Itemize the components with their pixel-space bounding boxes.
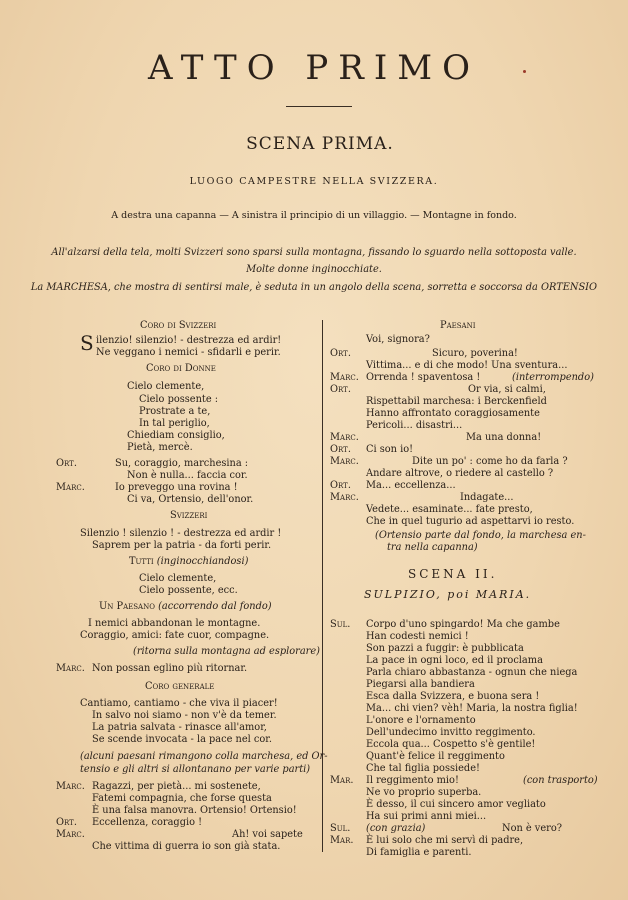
stage-direction: tensio e gli altri si allontanano per varie parti) bbox=[80, 764, 311, 775]
verse-line: Son pazzi a fuggir: è pubblicata bbox=[366, 643, 524, 654]
scene-title: SCENA PRIMA. bbox=[246, 134, 394, 154]
verse-line: Vittima... e di che modo! Una sventura... bbox=[366, 360, 568, 371]
verse-line: Corpo d'uno spingardo! Ma che gambe bbox=[366, 619, 560, 630]
scene-heading: SCENA II. bbox=[408, 567, 498, 581]
verse-line: Non è vero? bbox=[502, 823, 562, 834]
act-title: ATTO PRIMO bbox=[148, 48, 480, 88]
verse-line: È lui solo che mi servì di padre, bbox=[366, 835, 524, 846]
verse-line: Dite un po' : come ho da farla ? bbox=[412, 456, 568, 467]
verse-line: Dell'undecimo invitto reggimento. bbox=[366, 727, 536, 738]
verse-line: Quant'è felice il reggimento bbox=[366, 751, 505, 762]
verse-line: Ne veggano i nemici - sfidarli e perir. bbox=[96, 347, 281, 358]
verse-line: Ha sui primi anni miei... bbox=[366, 811, 487, 822]
speaker-tag: Marc. bbox=[330, 432, 359, 443]
speaker-tag: Marc. bbox=[330, 492, 359, 503]
verse-line: Se scende invocata - la pace nel cor. bbox=[92, 734, 273, 745]
description: A destra una capanna — A sinistra il principio di un villaggio. — Montagne in fondo. bbox=[111, 210, 517, 221]
verse-line: Non possan eglino più ritornar. bbox=[92, 663, 248, 674]
speaker-tag: Sul. bbox=[330, 619, 351, 630]
verse-line: Eccellenza, coraggio ! bbox=[92, 817, 203, 828]
verse-line: Pericoli... disastri... bbox=[366, 420, 463, 431]
stage-direction: (Ortensio parte dal fondo, la marchesa en- bbox=[375, 530, 586, 541]
verse-line: Ne vo proprio superba. bbox=[366, 787, 482, 798]
verse-line: Cielo clemente, bbox=[139, 573, 217, 584]
speaker-heading bbox=[99, 601, 272, 613]
verse-line: Or via, si calmi, bbox=[468, 384, 546, 395]
verse-line: Ci son io! bbox=[366, 444, 414, 455]
speaker-heading: Svizzeri bbox=[170, 510, 208, 521]
verse-line: Indagate... bbox=[460, 492, 514, 503]
speaker-tag: Ort. bbox=[330, 444, 351, 455]
speaker-tag: Marc. bbox=[56, 482, 85, 493]
verse-line: Ragazzi, per pietà... mi sostenete, bbox=[92, 781, 261, 792]
speaker-heading: Coro di Svizzeri bbox=[140, 320, 217, 331]
verse-line: Piegarsi alla bandiera bbox=[366, 679, 475, 690]
stage-direction: (inginocchiandosi) bbox=[156, 556, 249, 567]
speaker-tag: Marc. bbox=[330, 456, 359, 467]
verse-line: Orrenda ! spaventosa ! bbox=[366, 372, 481, 383]
verse-line: Ma... eccellenza... bbox=[366, 480, 456, 491]
ink-speck bbox=[523, 70, 526, 73]
verse-line: Silenzio ! silenzio ! - destrezza ed ardir ! bbox=[80, 528, 282, 539]
stage-direction: (ritorna sulla montagna ad esplorare) bbox=[133, 646, 320, 657]
drop-cap: S bbox=[80, 331, 94, 355]
stage-direction: tra nella capanna) bbox=[387, 542, 478, 553]
speaker-heading: Coro generale bbox=[145, 681, 215, 692]
speaker-tag: Marc. bbox=[330, 372, 359, 383]
speaker-heading: Coro di Donne bbox=[146, 363, 216, 374]
speaker-tag: Ort. bbox=[330, 348, 351, 359]
stage-direction-3: La MARCHESA, che mostra di sentirsi male, è seduta in un angolo della scena, sorretta e soccorsa da ORTENSIO bbox=[30, 282, 598, 293]
verse-line: Ma una donna! bbox=[466, 432, 542, 443]
verse-line: Fatemi compagnia, che forse questa bbox=[92, 793, 272, 804]
verse-line: Non è nulla... faccia cor. bbox=[127, 470, 248, 481]
verse-line: Rispettabil marchesa: i Berckenfield bbox=[366, 396, 547, 407]
verse-line: Pietà, mercè. bbox=[127, 442, 193, 453]
verse-line: Cantiamo, cantiamo - che viva il piacer! bbox=[80, 698, 278, 709]
speaker-tag: Marc. bbox=[56, 781, 85, 792]
verse-line: Andare altrove, o riedere al castello ? bbox=[366, 468, 554, 479]
verse-line: Sicuro, poverina! bbox=[432, 348, 518, 359]
stage-direction-2: Molte donne inginocchiate. bbox=[246, 264, 382, 275]
stage-direction-1: All'alzarsi della tela, molti Svizzeri sono sparsi sulla montagna, fissando lo sguardo nella sottoposta valle. bbox=[51, 247, 577, 258]
verse-line: La patria salvata - rinasce all'amor, bbox=[92, 722, 267, 733]
stage-direction: (alcuni paesani rimangono colla marchesa, ed Or- bbox=[80, 751, 328, 762]
verse-line: È una falsa manovra. Ortensio! Ortensio! bbox=[92, 805, 297, 816]
verse-line: Ci va, Ortensio, dell'onor. bbox=[127, 494, 254, 505]
speaker-tag: Mar. bbox=[330, 835, 354, 846]
verse-line: Che tal figlia possiede! bbox=[366, 763, 480, 774]
stage-direction: (con trasporto) bbox=[523, 775, 598, 786]
verse-line: Voi, signora? bbox=[366, 334, 430, 345]
speaker-heading: Paesani bbox=[440, 320, 476, 331]
verse-line: Su, coraggio, marchesina : bbox=[115, 458, 249, 469]
verse-line: Di famiglia e parenti. bbox=[366, 847, 472, 858]
speaker-tag: Ort. bbox=[330, 384, 351, 395]
verse-line: Che in quel tugurio ad aspettarvi io resto. bbox=[366, 516, 575, 527]
verse-line: In salvo noi siamo - non v'è da temer. bbox=[92, 710, 277, 721]
verse-line: ilenzio! silenzio! - destrezza ed ardir! bbox=[96, 335, 282, 346]
verse-line: Coraggio, amici: fate cuor, compagne. bbox=[80, 630, 270, 641]
stage-direction: (accorrendo dal fondo) bbox=[158, 601, 272, 612]
verse-line: Che vittima di guerra io son già stata. bbox=[92, 841, 281, 852]
speaker-tag: Mar. bbox=[330, 775, 354, 786]
title-rule bbox=[286, 106, 352, 107]
verse-line: In tal periglio, bbox=[139, 418, 210, 429]
verse-line: Ma... chi vien? vèh! Maria, la nostra figlia! bbox=[366, 703, 578, 714]
place: LUOGO CAMPESTRE NELLA SVIZZERA. bbox=[189, 176, 439, 187]
verse-line: Esca dalla Svizzera, e buona sera ! bbox=[366, 691, 540, 702]
verse-line: Cielo clemente, bbox=[127, 381, 205, 392]
speaker-tag: Ort. bbox=[330, 480, 351, 491]
verse-line: Cielo possente : bbox=[139, 394, 219, 405]
verse-line: Cielo possente, ecc. bbox=[139, 585, 238, 596]
column-divider bbox=[322, 320, 323, 852]
verse-line: Chiediam consiglio, bbox=[127, 430, 225, 441]
verse-line: Io preveggo una rovina ! bbox=[115, 482, 238, 493]
stage-direction: (con grazia) bbox=[366, 823, 426, 834]
speaker-tag: Ort. bbox=[56, 817, 77, 828]
characters-heading: SULPIZIO, poi MARIA. bbox=[364, 588, 532, 601]
verse-line: L'onore e l'ornamento bbox=[366, 715, 476, 726]
verse-line: Vedete... esaminate... fate presto, bbox=[366, 504, 533, 515]
speaker-name: Un Paesano bbox=[99, 601, 155, 612]
verse-line: È desso, il cui sincero amor vegliato bbox=[366, 799, 546, 810]
verse-line: Parla chiaro abbastanza - ognun che niega bbox=[366, 667, 578, 678]
speaker-tag: Sul. bbox=[330, 823, 351, 834]
verse-line: Hanno affrontato coraggiosamente bbox=[366, 408, 540, 419]
verse-line: Han codesti nemici ! bbox=[366, 631, 469, 642]
verse-line: Il reggimento mio! bbox=[366, 775, 459, 786]
speaker-tag: Ort. bbox=[56, 458, 77, 469]
verse-line: Eccola qua... Cospetto s'è gentile! bbox=[366, 739, 536, 750]
speaker-tag: Marc. bbox=[56, 829, 85, 840]
verse-line: Saprem per la patria - da forti perir. bbox=[92, 540, 272, 551]
speaker-heading bbox=[129, 556, 248, 568]
verse-line: I nemici abbandonan le montagne. bbox=[88, 618, 261, 629]
verse-line: Ah! voi sapete bbox=[232, 829, 303, 840]
verse-line: La pace in ogni loco, ed il proclama bbox=[366, 655, 543, 666]
speaker-name: Tutti bbox=[129, 556, 154, 567]
stage-direction: (interrompendo) bbox=[512, 372, 594, 383]
speaker-tag: Marc. bbox=[56, 663, 85, 674]
verse-line: Prostrate a te, bbox=[139, 406, 211, 417]
